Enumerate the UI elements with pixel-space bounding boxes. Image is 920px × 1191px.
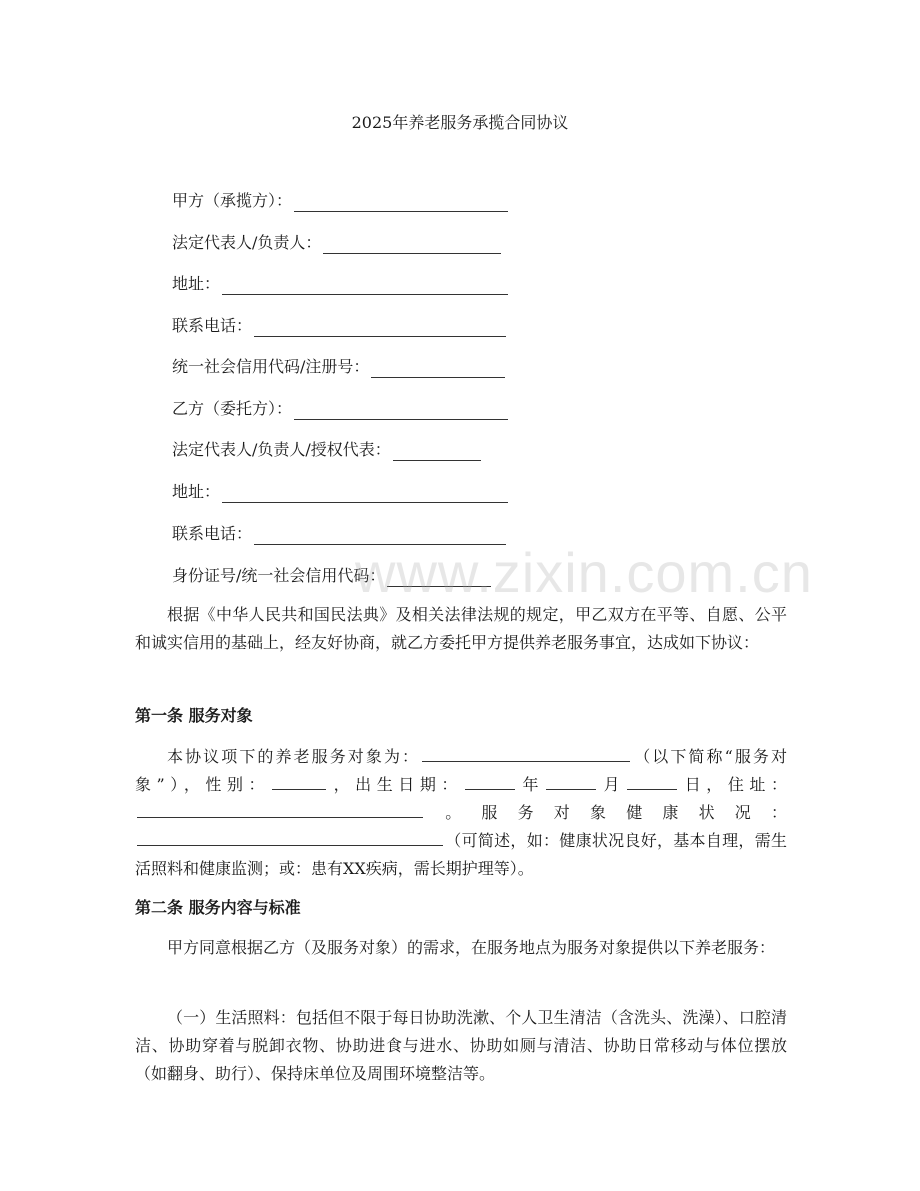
address-blank[interactable] — [137, 801, 423, 818]
party-b-id-blank[interactable] — [387, 570, 491, 587]
intro-paragraph: 根据《中华人民共和国民法典》及相关法律法规的规定，甲乙双方在平等、自愿、公平和诚实信用的基础上，经友好协商，就乙方委托甲方提供养老服务事宜，达成如下协议： — [135, 605, 787, 652]
party-a-address-blank[interactable] — [222, 278, 508, 295]
party-a-credit-line — [172, 356, 505, 378]
article-1-text-4: 年 — [516, 775, 545, 794]
party-b-address-blank[interactable] — [222, 486, 508, 503]
party-b-name-line — [172, 398, 508, 420]
party-b-id-label: 身份证号/统一社会信用代码： — [172, 566, 386, 585]
party-b-rep-label: 法定代表人/负责人/授权代表： — [172, 440, 391, 459]
birth-month-blank[interactable] — [546, 773, 596, 790]
article-1-text-3: ，出生日期： — [328, 775, 463, 794]
article-1-paragraph — [135, 743, 787, 883]
party-b-phone-blank[interactable] — [254, 528, 506, 545]
party-a-name-label: 甲方（承揽方）： — [172, 191, 293, 210]
party-a-address-line — [172, 273, 508, 295]
party-a-phone-blank[interactable] — [254, 320, 506, 337]
article-2-paragraph-2: （一）生活照料：包括但不限于每日协助洗漱、个人卫生清洁（含洗头、洗澡）、口腔清洁、协助穿着与脱卸衣物、协助进食与进水、协助如厕与清洁、协助日常移动与体位摆放（如翻身、助行）、保持床单位及周围环境整洁等。 — [135, 1008, 787, 1083]
party-b-rep-line — [172, 439, 481, 461]
health-status-blank[interactable] — [137, 829, 443, 846]
party-b-name-blank[interactable] — [294, 403, 508, 420]
birth-day-blank[interactable] — [627, 773, 677, 790]
party-a-name-line — [172, 190, 508, 212]
party-b-address-label: 地址： — [172, 482, 221, 501]
party-a-credit-label: 统一社会信用代码/注册号： — [172, 357, 370, 376]
party-a-rep-line — [172, 232, 501, 254]
article-2-heading: 第二条 服务内容与标准 — [135, 898, 301, 917]
party-a-phone-line — [172, 315, 506, 337]
party-a-rep-label: 法定代表人/负责人： — [172, 233, 322, 252]
article-1-text-1: 本协议项下的养老服务对象为： — [167, 747, 421, 766]
party-a-phone-label: 联系电话： — [172, 316, 253, 335]
party-b-rep-blank[interactable] — [393, 444, 481, 461]
article-2-paragraph-1: 甲方同意根据乙方（及服务对象）的需求，在服务地点为服务对象提供以下养老服务： — [167, 938, 776, 957]
article-1-text-7: 。服务对象健康状况： — [425, 803, 787, 822]
party-a-credit-blank[interactable] — [371, 361, 505, 378]
document-title: 2025年养老服务承揽合同协议 — [351, 113, 569, 132]
party-a-name-blank[interactable] — [294, 195, 508, 212]
service-recipient-name-blank[interactable] — [422, 745, 630, 762]
article-1-heading: 第一条 服务对象 — [135, 706, 253, 725]
party-b-phone-line — [172, 523, 506, 545]
watermark: www.zixin.com.cn — [355, 541, 813, 604]
party-b-phone-label: 联系电话： — [172, 524, 253, 543]
gender-blank[interactable] — [272, 773, 326, 790]
birth-year-blank[interactable] — [465, 773, 515, 790]
article-1-text-2: （以下简称“服务对象”），性别： — [135, 747, 787, 794]
party-b-address-line — [172, 481, 508, 503]
party-a-rep-blank[interactable] — [323, 237, 501, 254]
party-b-name-label: 乙方（委托方）： — [172, 399, 293, 418]
article-1-text-8: （可简述，如：健康状况良好，基本自理，需生活照料和健康监测；或：患有XX疾病，需长期护理等）。 — [135, 831, 787, 878]
party-a-address-label: 地址： — [172, 274, 221, 293]
article-1-text-5: 月 — [598, 775, 626, 794]
party-b-id-line — [172, 565, 491, 587]
article-1-text-6: 日，住址： — [679, 775, 787, 794]
